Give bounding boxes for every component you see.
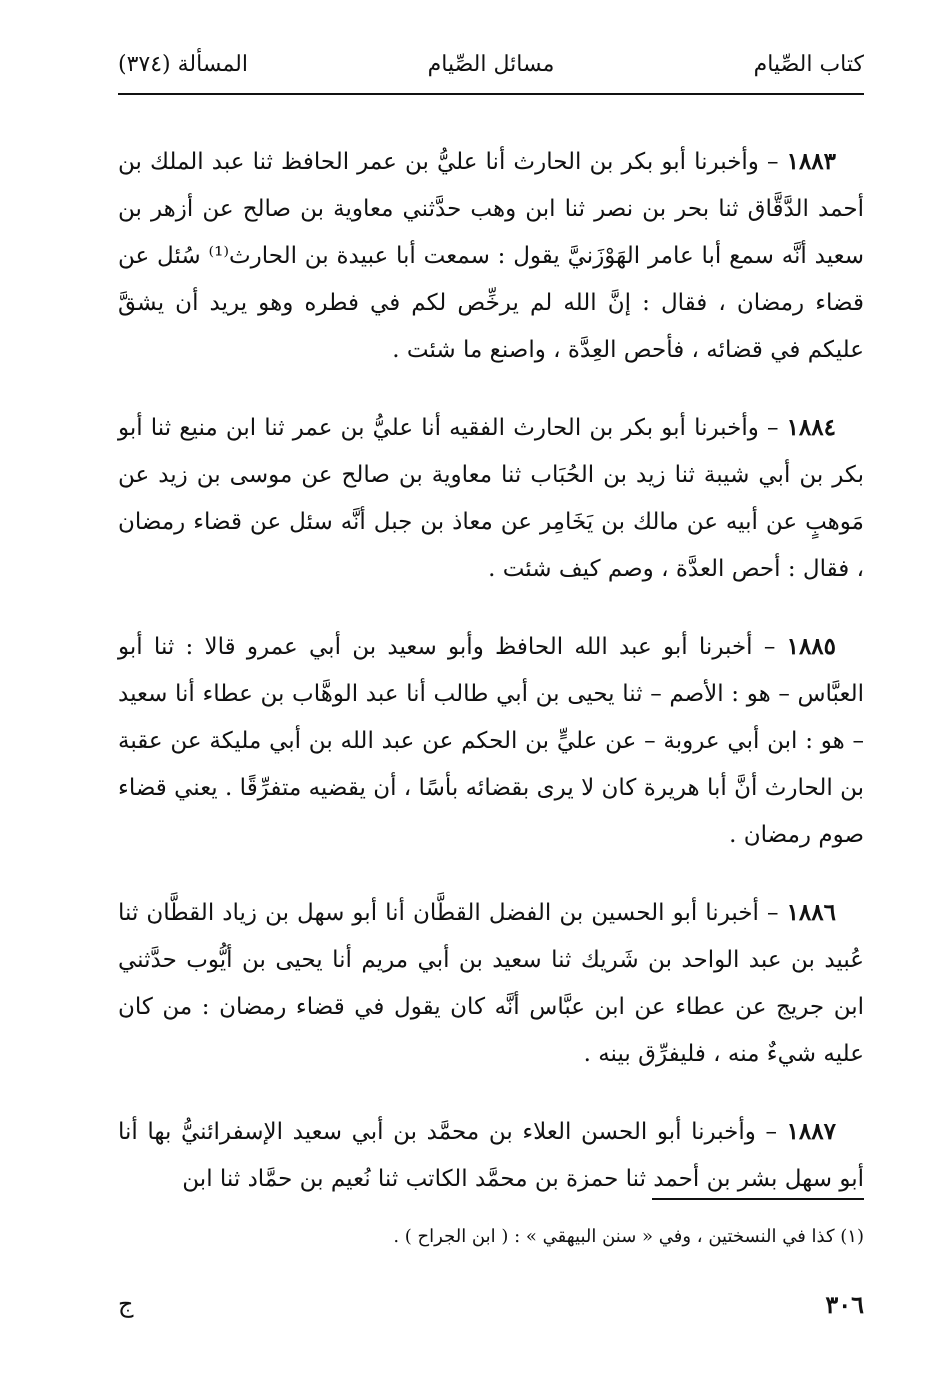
hadith-paragraph <box>118 889 864 1078</box>
issue-number: المسألة (٣٧٤) <box>118 52 248 77</box>
hadith-text: – أخبرنا أبو عبد الله الحافظ وأبو سعيد بن أبي عمرو قالا : ثنا أبو العبَّاس – هو : الأصم – ثنا يحيى بن أبي طالب أنا عبد الوهَّاب بن عطاء أنا سعيد – هو : ابن أبي عروبة – عن عليٍّ بن الحكم عن عبد الله بن أبي مليكة عن عقبة بن الحارث أنَّ أبا هريرة كان لا يرى بقضائه بأسًا ، أن يقضيه متفرِّقًا . يعني قضاء صوم رمضان . <box>118 634 864 848</box>
hadith-paragraph <box>118 1108 864 1203</box>
footnote: (١) كذا في النسختين ، وفي « سنن البيهقي » : ( ابن الجراح ) . <box>393 1226 864 1247</box>
running-head <box>118 48 864 88</box>
header-rule <box>118 93 864 95</box>
hadith-text: – وأخبرنا أبو بكر بن الحارث أنا عليُّ بن عمر الحافظ ثنا عبد الملك بن أحمد الدَّقَّاق ثنا بحر بن نصر ثنا ابن وهب حدَّثني معاوية بن صالح عن أزهر بن سعيد أنَّه سمع أبا عامر الهَوْزَنيَّ يقول : سمعت أبا عبيدة بن الحارث⁽¹⁾ سُئل عن قضاء رمضان ، فقال : إنَّ الله لم يرخِّص لكم في فطره وهو يريد أن يشقَّ عليكم في قضائه ، فأحص العِدَّة ، واصنع ما شئت . <box>118 149 864 363</box>
book-title: كتاب الصِّيام <box>753 52 864 77</box>
hadith-text: – وأخبرنا أبو بكر بن الحارث الفقيه أنا عليُّ بن عمر ثنا ابن منيع ثنا أبو بكر بن أبي شيبة ثنا زيد بن الحُبَاب ثنا معاوية بن صالح عن موسى بن زيد عن مَوهبٍ عن أبيه عن مالك بن يَخَامِر عن معاذ بن جبل أنَّه سئل عن قضاء رمضان ، فقال : أحص العدَّة ، وصم كيف شئت . <box>118 415 864 582</box>
page-number: ٣٠٦ <box>825 1290 864 1319</box>
hadith-paragraph <box>118 138 864 374</box>
body-text <box>118 138 864 1233</box>
footnote-rule <box>652 1198 864 1200</box>
hadith-number: ١٨٨٦ <box>786 899 836 926</box>
hadith-number: ١٨٨٧ <box>786 1118 836 1145</box>
hadith-text: – أخبرنا أبو الحسين بن الفضل القطَّان أنا أبو سهل بن زياد القطَّان ثنا عُبيد بن عبد الواحد بن شَريك ثنا سعيد بن أبي مريم أنا يحيى بن أيُّوب حدَّثني ابن جريج عن عطاء عن ابن عبَّاس أنَّه كان يقول في قضاء رمضان : من كان عليه شيءٌ منه ، فليفرِّق بينه . <box>118 900 864 1067</box>
page-footer <box>118 1290 864 1330</box>
signature-mark: ج <box>118 1290 134 1318</box>
hadith-number: ١٨٨٤ <box>786 414 836 441</box>
hadith-number: ١٨٨٥ <box>786 633 837 660</box>
hadith-paragraph <box>118 623 864 859</box>
section-title: مسائل الصِّيام <box>427 52 555 77</box>
hadith-number: ١٨٨٣ <box>786 148 837 175</box>
hadith-paragraph <box>118 404 864 593</box>
hadith-text: – وأخبرنا أبو الحسن العلاء بن محمَّد بن أبي سعيد الإسفرائنيُّ بها أنا أبو سهل بشر بن أحمد ثنا حمزة بن محمَّد الكاتب ثنا نُعيم بن حمَّاد ثنا ابن <box>118 1119 864 1192</box>
